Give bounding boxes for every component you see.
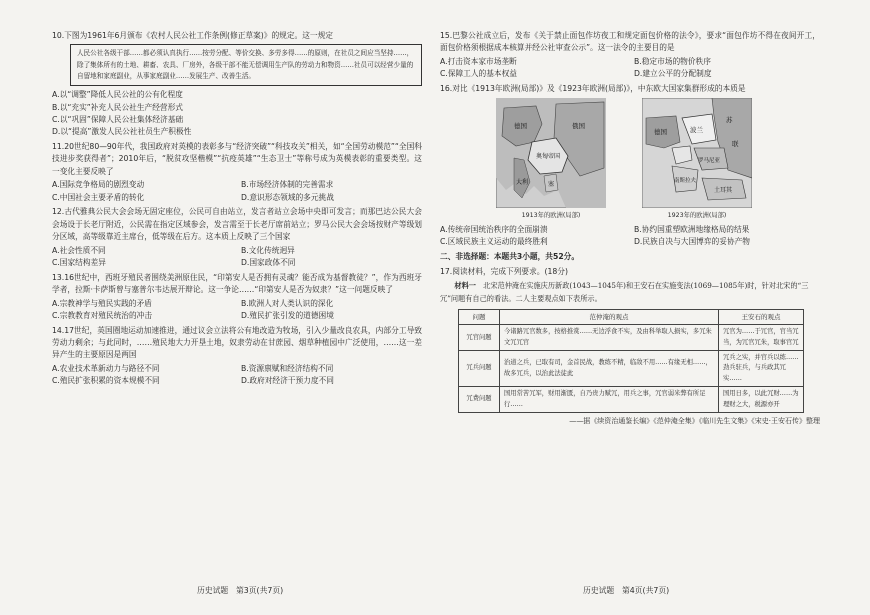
question-stem: 13.16世纪中，西班牙殖民者围绕美洲原住民，“印第安人是否拥有灵魂？能否成为基督教徒？”，作为西班牙学者，拉斯·卡萨斯曾与塞普尔韦达展开辩论。这一争论……“印第安人是否为奴隶？”这一问题反映了 (52, 272, 422, 295)
option-b: B.文化传统迥异 (241, 245, 295, 255)
table-cell: 国用日多，以此冗财……为理财之大，税源亦开 (719, 387, 804, 413)
option-b: B.以“充实”补充人民公社生产经营形式 (52, 102, 183, 112)
map2-label: 德国 (654, 128, 667, 137)
question-12 (52, 206, 422, 269)
option-c: C.中国社会主要矛盾的转化 (52, 192, 145, 202)
table-header: 范仲淹的观点 (500, 309, 719, 325)
option-d: D.意识形态领域的多元挑战 (241, 192, 334, 202)
map2-label: 土耳其 (714, 187, 733, 195)
option-b: B.欧洲人对人类认识的深化 (241, 298, 334, 308)
option-a: A.传统帝国统治秩序的全面崩溃 (440, 224, 548, 234)
question-stem: 16.对比《1913年欧洲(局部)》及《1923年欧洲(局部)》，中东欧大国家集群形成的本质是 (440, 83, 746, 93)
map-1913 (496, 98, 606, 221)
map2-label: 联 (732, 140, 739, 149)
option-d: D.以“提高”激发人民公社社员生产积极性 (52, 127, 192, 137)
option-b: B.资源禀赋和经济结构不同 (241, 363, 334, 373)
option-d: D.建立公平的分配制度 (634, 69, 712, 79)
left-column (52, 30, 422, 390)
section-heading: 二、非选择题：本题共3小题，共52分。 (440, 252, 580, 262)
table-cell: 国用常苦冗军，财用渐匮，自乃贵力赋冗，用兵之事，冗官弱米弊有所足行…… (500, 387, 719, 413)
question-11 (52, 141, 422, 204)
table-row (459, 387, 804, 413)
table-row (459, 351, 804, 387)
quote-box: 人民公社各级干部……都必须认真执行……按劳分配、等价交换、多劳多得……的原则，在社员之间应当坚持……，除了集体所有的土地、耕畜、农具、厂房外，各级干部不能无偿调用生产队的劳动力和物资……社员可以经营少量的自留地和家庭副业，从事家庭副业……发展生产、改善生活。 (70, 44, 422, 86)
right-column (440, 30, 820, 427)
option-a: A.打击资本家市场垄断 (440, 56, 517, 66)
option-a: A.宗教神学与殖民实践的矛盾 (52, 298, 152, 308)
map2-label: 苏 (726, 116, 733, 125)
option-d: D.民族自决与大国博弈的妥协产物 (634, 237, 750, 246)
question-13 (52, 272, 422, 323)
map1-label: 塞 (548, 181, 555, 189)
option-a: A.国际竞争格局的剧烈变动 (52, 180, 145, 190)
table-cell: 今诸路冗官数多，按格推赏……无边浮食不实，及由科举取人损实，多冗朱文冗冗官 (500, 325, 719, 351)
option-c: C.宗教教育对殖民统治的冲击 (52, 311, 153, 321)
option-b: B.稳定市场的物价秩序 (634, 56, 711, 66)
table-row (459, 325, 804, 351)
map-1923 (642, 98, 752, 221)
question-stem: 12.古代雅典公民大会会场无固定座位，公民可自由站立，发言者站立会场中央即可发言；而那巴达公民大会会场设于长老厅附近，公民需在指定区域参会，发言需至于长老厅席前站立；罗马公民大会会场按财产等级划分区域，高等级靠近主席台，低等级在后方。这本质上反映了三个国家 (52, 207, 422, 242)
option-c: C.国家结构差异 (52, 258, 106, 268)
page-footer-right: 历史试题 第4页(共7页) (583, 586, 670, 595)
question-stem: 11.20世纪80—90年代，我国政府对英模的表彰多与“经济突破”“科技攻关”相关，如“全国劳动模范”“全国科技进步奖获得者”；2010年后，“脱贫攻坚楷模”“抗疫英雄”“生态卫士”等称号成为英模表彰的重要类型。这一变化主要反映了 (52, 141, 422, 176)
map1-label: 大利 (516, 179, 529, 187)
page-footer-left: 历史试题 第3页(共7页) (197, 586, 284, 595)
question-17 (440, 266, 820, 427)
table-cell: 冗官问题 (459, 325, 500, 351)
map-1913-caption: 1913年的欧洲(局部) (521, 212, 581, 220)
comparison-table (458, 309, 804, 413)
option-b: B.协约国重塑欧洲地缘格局的结果 (634, 224, 750, 234)
question-stem: 14.17世纪，英国圈地运动加速推进，通过议会立法将公有地改造为牧场，引入少量改良农具，内部分工导致劳动力剩余；与此同时，……殖民地大力开垦土地，奴隶劳动在甘蔗园、烟草种植园中广泛使用，……这一差异产生的主要原因是两国 (52, 325, 422, 360)
table-cell: 冗兵问题 (459, 351, 500, 387)
map1-label: 德国 (514, 122, 527, 131)
option-d: D.国家政体不同 (241, 258, 296, 268)
question-stem: 10.下图为1961年6月颁布《农村人民公社工作条例(修正草案)》的规定。这一规定 (52, 31, 333, 40)
option-a: A.以“调整”降低人民公社的公有化程度 (52, 90, 183, 100)
map-1923-image (642, 98, 752, 208)
option-c: C.区域民族主义运动的最终胜利 (440, 237, 548, 246)
map2-label: 南斯拉夫 (674, 178, 697, 185)
question-14 (52, 325, 422, 388)
map-1923-caption: 1923年的欧洲(局部) (667, 212, 727, 220)
table-header: 问题 (459, 309, 500, 325)
map1-label: 奥匈帝国 (536, 153, 561, 161)
option-c: C.殖民扩张积累的资本规模不同 (52, 376, 160, 386)
material-1 (440, 280, 820, 305)
table-cell: 冗兵之实，并官兵以练……劲兵驻兵，与兵政其冗实…… (719, 351, 804, 387)
map2-label: 罗马尼亚 (698, 158, 721, 165)
maps-row (496, 98, 820, 221)
material-text: 北宋范仲淹在实施庆历新政(1043—1045年)和王安石在实施变法(1069—1085年)时，针对北宋的“三冗”问题有自己的看法。二人主要观点如下表所示。 (440, 281, 809, 303)
option-c: C.保障工人的基本权益 (440, 69, 517, 79)
map1-label: 俄国 (572, 122, 585, 131)
table-cell: 治道之兵，已取有司，金首民战，教练不精，临敌不用……有缘无相……，故多冗兵，以治此法徒此 (500, 351, 719, 387)
option-d: D.政府对经济干预力度不同 (241, 376, 334, 386)
option-a: A.社会性质不同 (52, 245, 106, 255)
question-stem: 17.阅读材料，完成下列要求。(18分) (440, 266, 568, 276)
option-c: C.以“巩固”保障人民公社集体经济基础 (52, 115, 184, 125)
material-label: 材料一 (454, 281, 476, 291)
option-b: B.市场经济体制的完善需求 (241, 180, 334, 190)
table-cell: 冗官为……于冗官，官当冗当，为冗官冗朱，取事官冗 (719, 325, 804, 351)
question-15 (440, 30, 820, 81)
option-d: D.殖民扩张引发的道德困境 (241, 311, 334, 321)
question-10 (52, 30, 422, 139)
option-a: A.农业技术革新动力与路径不同 (52, 363, 160, 373)
map-1913-image (496, 98, 606, 208)
map2-label: 波兰 (690, 126, 703, 135)
table-cell: 冗费问题 (459, 387, 500, 413)
question-16 (440, 83, 820, 249)
source-citation: ——据《续资治通鉴长编》《范仲淹全集》《临川先生文集》《宋史·王安石传》整理 (569, 416, 820, 425)
table-header: 王安石的观点 (719, 309, 804, 325)
question-stem: 15.巴黎公社成立后，发布《关于禁止面包作坊夜工和规定面包价格的法令》，要求“面包作坊不得在夜间开工，面包价格须根据成本核算并经公社审查公示”。这一法令的主要目的是 (440, 31, 820, 53)
